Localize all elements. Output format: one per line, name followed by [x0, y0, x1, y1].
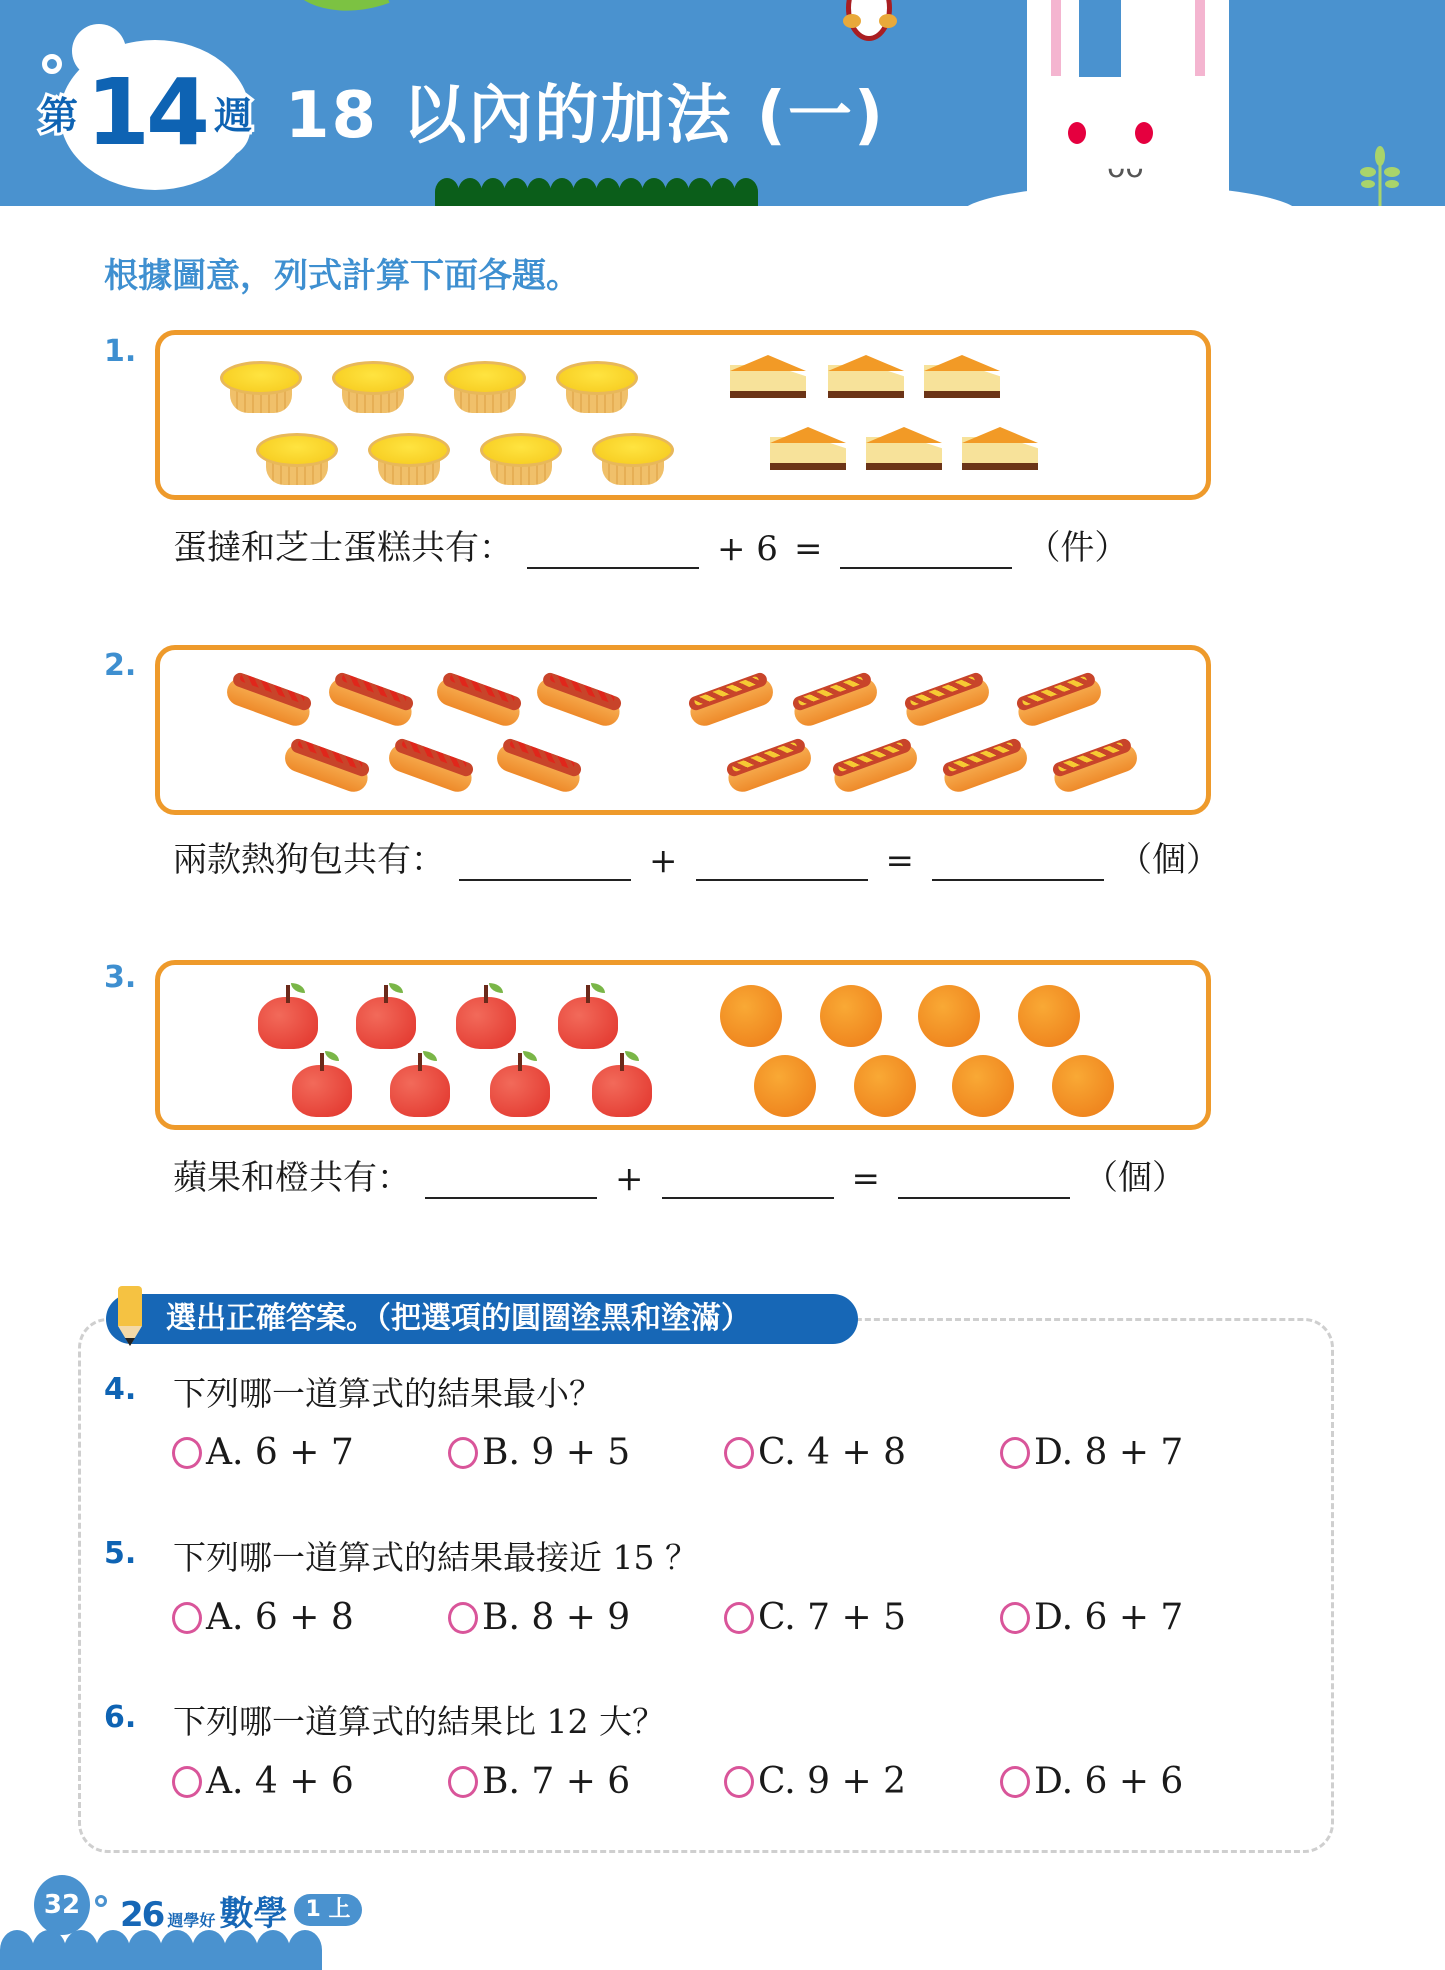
orange-icon — [754, 1055, 816, 1117]
option-c[interactable]: C. 7 + 5 — [724, 1597, 1000, 1638]
question-number: 1. — [104, 334, 137, 369]
question-number: 3. — [104, 960, 137, 995]
brand-small-text: 週學好 — [167, 1911, 216, 1930]
radio-circle-icon[interactable] — [1000, 1766, 1030, 1798]
week-suffix: 週 — [214, 93, 253, 138]
answer-line-q3 — [173, 1150, 1186, 1199]
unit-label: （件） — [1026, 528, 1129, 568]
question-number: 4. — [104, 1372, 137, 1407]
bunny-mouth: ᴗᴗ — [1107, 150, 1144, 185]
degree-icon — [95, 1895, 107, 1907]
radio-circle-icon[interactable] — [448, 1437, 478, 1469]
orange-icon — [1052, 1055, 1114, 1117]
question-text: 下列哪一道算式的結果比 12 大？ — [173, 1702, 665, 1741]
answer-blank[interactable] — [527, 531, 699, 569]
ketchup-hotdog-icon — [324, 668, 417, 731]
option-a[interactable]: A. 4 + 6 — [172, 1761, 448, 1802]
orange-icon — [918, 985, 980, 1047]
radio-circle-icon[interactable] — [724, 1437, 754, 1469]
ketchup-hotdog-icon — [222, 668, 315, 731]
picture-box-q3 — [155, 960, 1211, 1130]
radio-circle-icon[interactable] — [172, 1766, 202, 1798]
option-b[interactable]: B. 8 + 9 — [448, 1597, 724, 1638]
equals-sign: = — [793, 529, 823, 569]
answer-blank[interactable] — [696, 843, 868, 881]
cheesecake-icon — [962, 427, 1038, 471]
option-b[interactable]: B. 9 + 5 — [448, 1432, 724, 1473]
page-header — [0, 0, 1445, 206]
cheesecake-icon — [730, 355, 806, 399]
plus-sign: + — [615, 1159, 644, 1199]
apple-icon — [258, 983, 318, 1049]
radio-circle-icon[interactable] — [448, 1602, 478, 1634]
mustard-hotdog-icon — [1012, 668, 1105, 731]
question-number: 6. — [104, 1700, 137, 1735]
option-d[interactable]: D. 6 + 6 — [1000, 1761, 1276, 1802]
orange-icon — [1018, 985, 1080, 1047]
answer-blank[interactable] — [459, 843, 631, 881]
options-q6 — [172, 1761, 1276, 1802]
answer-prompt: 兩款熱狗包共有： — [173, 840, 445, 880]
week-number: 14 — [86, 58, 207, 166]
answer-blank[interactable] — [425, 1161, 597, 1199]
sprout-icon — [1360, 142, 1400, 206]
options-q4 — [172, 1432, 1276, 1473]
question-text: 下列哪一道算式的結果最接近 15 ？ — [173, 1538, 698, 1577]
radio-circle-icon[interactable] — [1000, 1437, 1030, 1469]
ketchup-hotdog-icon — [280, 734, 373, 797]
grass-decoration — [435, 178, 757, 206]
radio-circle-icon[interactable] — [172, 1602, 202, 1634]
answer-prompt: 蘋果和橙共有： — [173, 1158, 411, 1198]
apple-icon — [490, 1051, 550, 1117]
mustard-hotdog-icon — [788, 668, 881, 731]
question-number: 2. — [104, 648, 137, 683]
equals-sign: = — [851, 1159, 880, 1199]
apple-icon — [292, 1051, 352, 1117]
mustard-hotdog-icon — [1048, 734, 1141, 797]
cheesecake-icon — [770, 427, 846, 471]
answer-blank[interactable] — [840, 531, 1012, 569]
week-badge — [40, 58, 253, 166]
egg-tart-icon — [256, 433, 338, 485]
option-a[interactable]: A. 6 + 8 — [172, 1597, 448, 1638]
answer-line-q1 — [173, 520, 1128, 569]
answer-line-q2 — [173, 832, 1220, 881]
egg-tart-icon — [368, 433, 450, 485]
apple-icon — [356, 983, 416, 1049]
option-b[interactable]: B. 7 + 6 — [448, 1761, 724, 1802]
page-title: 18 以內的加法 (一) — [285, 79, 886, 153]
answer-blank[interactable] — [932, 843, 1104, 881]
grade-badge: 1 上 — [294, 1894, 362, 1926]
radio-circle-icon[interactable] — [172, 1437, 202, 1469]
unit-label: （個） — [1084, 1158, 1186, 1198]
radio-circle-icon[interactable] — [448, 1766, 478, 1798]
option-c[interactable]: C. 4 + 8 — [724, 1432, 1000, 1473]
cheesecake-icon — [866, 427, 942, 471]
unit-label: （個） — [1118, 840, 1220, 880]
ketchup-hotdog-icon — [532, 668, 625, 731]
alarm-clock-icon — [846, 0, 892, 41]
page-number: 32 — [34, 1875, 90, 1935]
mustard-hotdog-icon — [900, 668, 993, 731]
radio-circle-icon[interactable] — [724, 1602, 754, 1634]
egg-tart-icon — [592, 433, 674, 485]
bunny-ear — [1195, 0, 1205, 76]
option-a[interactable]: A. 6 + 7 — [172, 1432, 448, 1473]
equals-sign: = — [885, 841, 914, 881]
ketchup-hotdog-icon — [384, 734, 477, 797]
option-c[interactable]: C. 9 + 2 — [724, 1761, 1000, 1802]
cheesecake-icon — [924, 355, 1000, 399]
question-text: 下列哪一道算式的結果最小？ — [173, 1374, 602, 1413]
plus-sign: + — [649, 841, 678, 881]
footer-wave-decoration — [0, 1930, 320, 1970]
egg-tart-icon — [220, 361, 302, 413]
bunny-icon — [1027, 0, 1229, 206]
brand-number: 26 — [120, 1895, 164, 1935]
pencil-icon — [118, 1286, 142, 1346]
ketchup-hotdog-icon — [492, 734, 585, 797]
radio-circle-icon[interactable] — [1000, 1602, 1030, 1634]
orange-icon — [820, 985, 882, 1047]
section-banner: 選出正確答案。（把選項的圓圈塗黑和塗滿） — [106, 1294, 858, 1344]
book-brand — [120, 1886, 287, 1935]
mustard-hotdog-icon — [684, 668, 777, 731]
option-d[interactable]: D. 6 + 7 — [1000, 1597, 1276, 1638]
egg-tart-icon — [556, 361, 638, 413]
bunny-eye — [1068, 122, 1086, 144]
egg-tart-icon — [332, 361, 414, 413]
bunny-ear — [1051, 0, 1061, 76]
apple-icon — [456, 983, 516, 1049]
bunny-eye — [1135, 122, 1153, 144]
orange-icon — [720, 985, 782, 1047]
option-d[interactable]: D. 8 + 7 — [1000, 1432, 1276, 1473]
question-number: 5. — [104, 1536, 137, 1571]
orange-icon — [952, 1055, 1014, 1117]
brand-big-text: 數學 — [219, 1894, 288, 1934]
mustard-hotdog-icon — [938, 734, 1031, 797]
radio-circle-icon[interactable] — [724, 1766, 754, 1798]
mustard-hotdog-icon — [828, 734, 921, 797]
week-prefix: 第 — [40, 93, 79, 138]
leaf-decoration-icon — [284, 0, 389, 34]
picture-box-q1 — [155, 330, 1211, 500]
plus-term: + 6 — [717, 529, 778, 569]
egg-tart-icon — [480, 433, 562, 485]
cheesecake-icon — [828, 355, 904, 399]
egg-tart-icon — [444, 361, 526, 413]
instruction-text: 根據圖意，列式計算下面各題。 — [104, 256, 580, 296]
apple-icon — [592, 1051, 652, 1117]
apple-icon — [390, 1051, 450, 1117]
ketchup-hotdog-icon — [432, 668, 525, 731]
options-q5 — [172, 1597, 1276, 1638]
apple-icon — [558, 983, 618, 1049]
orange-icon — [854, 1055, 916, 1117]
mustard-hotdog-icon — [722, 734, 815, 797]
picture-box-q2 — [155, 645, 1211, 815]
answer-blank[interactable] — [662, 1161, 834, 1199]
answer-prompt: 蛋撻和芝士蛋糕共有： — [173, 528, 513, 568]
answer-blank[interactable] — [898, 1161, 1070, 1199]
